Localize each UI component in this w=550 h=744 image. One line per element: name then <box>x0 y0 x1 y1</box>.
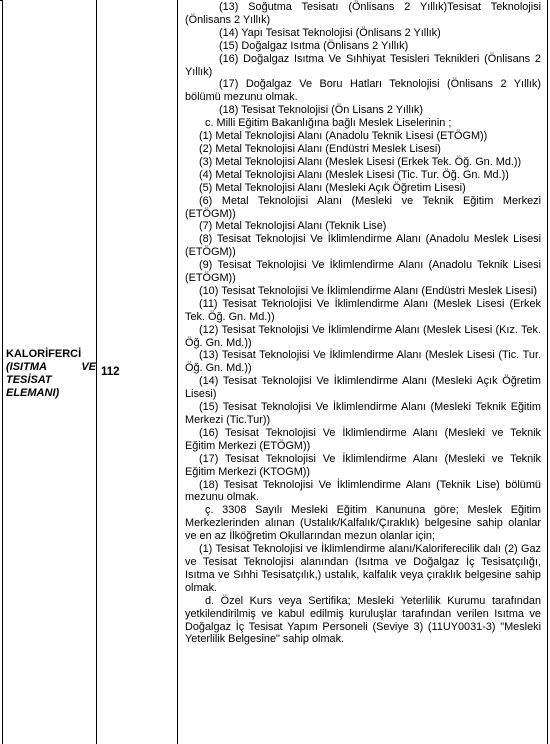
requirement-paragraph: (17) Tesisat Teknolojisi Ve İklimlendirme Alanı (Mesleki ve Teknik Eğitim Merkezi (KTOGM)) <box>185 452 541 478</box>
requirement-paragraph: (15) Tesisat Teknolojisi Ve İklimlendirme Alanı (Mesleki Teknik Eğitim Merkezi (Tic.Tur)) <box>185 401 541 426</box>
requirement-paragraph: (13) Tesisat Teknolojisi Ve İklimlendirme Alanı (Meslek Lisesi (Tic. Tur. Öğ. Gn. Md.)) <box>185 349 541 375</box>
requirement-paragraph: (14) Yapı Tesisat Teknolojisi (Önlisans 2 Yıllık) <box>219 26 441 39</box>
requirement-paragraph: (9) Tesisat Teknolojisi Ve İklimlendirme Alanı (Anadolu Teknik Lisesi (ETÖGM)) <box>185 259 541 285</box>
requirement-paragraph: (7) Metal Teknolojisi Alanı (Teknik Lise) <box>199 220 387 233</box>
requirement-paragraph: (16) Tesisat Teknolojisi Ve İklimlendirme Alanı (Mesleki ve Teknik Eğitim Merkezi (ETÖGM)) <box>185 426 541 452</box>
occupation-subtitle-line3: ELEMANI) <box>6 387 60 399</box>
requirement-paragraph: (13) Soğutma Tesisatı (Önlisans 2 Yıllık)Tesisat Teknolojisi (Önlisans 2 Yıllık) <box>185 1 541 26</box>
requirement-paragraph: ç. 3308 Sayılı Mesleki Eğitim Kanununa göre; Meslek Eğitim Merkezlerinden alınan (Ustalık/Kalfalık/Çıraklık) belgesine sahip olanlar ve en az İlköğretim Okullarından mezun olanlar için; <box>185 504 541 543</box>
table-right-border <box>547 0 548 744</box>
occupation-subtitle-line2: TESİSAT <box>6 374 52 386</box>
requirement-paragraph: (10) Tesisat Teknolojisi Ve İklimlendirme Alanı (Endüstri Meslek Lisesi) <box>199 284 537 297</box>
occupation-code: 112 <box>101 366 120 378</box>
table-left-border <box>2 0 3 744</box>
requirement-paragraph: (4) Metal Teknolojisi Alanı (Meslek Lisesi (Tic. Tur. Öğ. Gn. Md.)) <box>199 168 509 181</box>
requirement-paragraph: (16) Doğalgaz Isıtma Ve Sıhhiyat Tesisleri Teknikleri (Önlisans 2 Yıllık) <box>185 52 541 78</box>
requirement-paragraph: (12) Tesisat Teknolojisi Ve İklimlendirme Alanı (Meslek Lisesi (Kız. Tek. Öğ. Gn. Md.)) <box>185 323 541 349</box>
requirement-paragraph: (11) Tesisat Teknolojisi Ve İklimlendirme Alanı (Meslek Lisesi (Erkek Tek. Öğ. Gn. Md.)) <box>185 297 541 323</box>
requirement-paragraph: d. Özel Kurs veya Sertifika; Mesleki Yeterlilik Kurumu tarafından yetkilendirilmiş ve kabul edilmiş kuruluşlar tarafından verilen Isıtma ve Doğalgaz İç Tesisat Yapım Personeli (Seviye 3) (11UY0031-3) "Mesleki Yeterlilik Belgesine" sahip olmak. <box>185 594 541 646</box>
requirement-paragraph: (18) Tesisat Teknolojisi (Ön Lisans 2 Yıllık) <box>219 104 423 117</box>
requirement-paragraph: (17) Doğalgaz Ve Boru Hatları Teknolojisi (Önlisans 2 Yıllık) bölümü mezunu olmak. <box>185 78 541 104</box>
requirement-paragraph: (3) Metal Teknolojisi Alanı (Meslek Lisesi (Erkek Tek. Öğ. Gn. Md.)) <box>199 155 522 168</box>
requirement-paragraph: (14) Tesisat Teknolojisi Ve İklimlendirme Alanı (Mesleki Açık Öğretim Lisesi) <box>185 375 541 401</box>
occupation-subtitle-line1: (ISITMA VE <box>6 361 96 373</box>
requirement-paragraph: (5) Metal Teknolojisi Alanı (Mesleki Açık Öğretim Lisesi) <box>199 181 466 194</box>
requirement-paragraph: c. Milli Eğitim Bakanlığına bağlı Meslek Liselerinin ; <box>205 117 452 130</box>
occupation-title: KALORİFERCİ <box>6 348 82 360</box>
requirement-paragraph: (15) Doğalgaz Isıtma (Önlisans 2 Yıllık) <box>219 39 409 52</box>
column-divider-title-code <box>96 0 97 744</box>
requirement-paragraph: (1) Metal Teknolojisi Alanı (Anadolu Teknik Lisesi (ETÖGM)) <box>199 130 488 143</box>
requirement-paragraph: (6) Metal Teknolojisi Alanı (Mesleki ve Teknik Eğitim Merkezi (ETÖGM)) <box>185 194 541 220</box>
occupation-title-cell <box>6 348 96 400</box>
requirement-paragraph: (2) Metal Teknolojisi Alanı (Endüstri Meslek Lisesi) <box>199 142 441 155</box>
requirement-paragraph: (18) Tesisat Teknolojisi Ve İklimlendirme Alanı (Teknik Lise) bölümü mezunu olmak. <box>185 478 541 504</box>
column-divider-code-content <box>177 0 178 744</box>
requirement-paragraph: (8) Tesisat Teknolojisi Ve İklimlendirme Alanı (Anadolu Meslek Lisesi (ETÖGM)) <box>185 233 541 259</box>
requirements-content <box>185 1 541 646</box>
requirement-paragraph: (1) Tesisat Teknolojisi ve İklimlendirme alanı/Kaloriferecilik dalı (2) Gaz ve Tesisat Teknolojisi alanından (Isıtma ve Doğalgaz İç Tesisatçılığı, Isıtma ve Sıhhi Tesisatçılık,) ustalık, kalfalık veya çıraklık belgesine sahip olmak. <box>185 543 541 594</box>
